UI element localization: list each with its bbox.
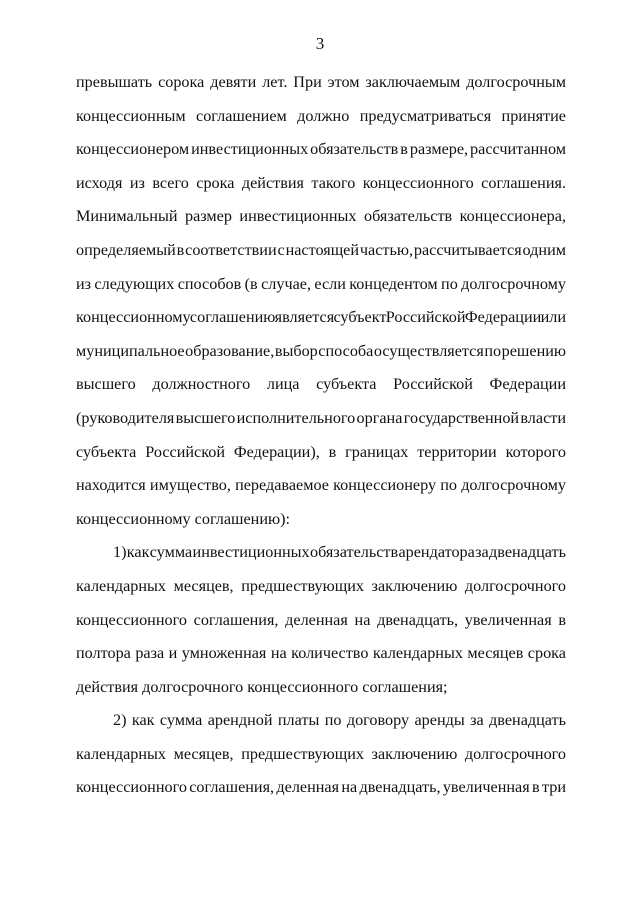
text-line: (руководителя высшего исполнительного органа государственной власти [76,408,566,427]
text-line: полтора раза и умноженная на количество календарных месяцев срока [76,644,566,663]
list-item-1-line: 1) как сумма инвестиционных обязательств арендатора за двенадцать [113,543,566,562]
text-line: концессионным соглашением должно предусматриваться принятие [76,106,566,125]
text-line: концессионному соглашению является субъект Российской Федерации или [76,308,566,327]
text-line: из следующих способов (в случае, если концедентом по долгосрочному [76,274,566,293]
text-line: действия долгосрочного концессионного соглашения; [76,677,448,696]
text-line: высшего должностного лица субъекта Российской Федерации [76,375,566,394]
text-line: Минимальный размер инвестиционных обязательств концессионера, [76,207,566,226]
text-line: календарных месяцев, предшествующих заключению долгосрочного [76,744,566,763]
text-line: концессионного соглашения, деленная на двенадцать, увеличенная в три [76,778,566,797]
list-item-2-line: 2) как сумма арендной платы по договору аренды за двенадцать [113,711,566,730]
text-line: определяемый в соответствии с настоящей частью, рассчитывается одним [76,240,566,259]
text-line: муниципальное образование, выбор способа осуществляется по решению [76,341,566,360]
text-line: превышать сорока девяти лет. При этом заключаемым долгосрочным [76,73,566,91]
text-line: субъекта Российской Федерации), в границах территории которого [76,442,566,461]
text-line: концессионером инвестиционных обязательств в размере, рассчитанном [76,140,566,159]
page-number: 3 [315,34,325,53]
text-line: находится имущество, передаваемое концессионеру по долгосрочному [76,476,566,495]
text-line: концессионного соглашения, деленная на двенадцать, увеличенная в [76,610,566,629]
text-line: исходя из всего срока действия такого концессионного соглашения. [76,173,566,192]
text-line: календарных месяцев, предшествующих заключению долгосрочного [76,576,566,595]
document-body [76,66,566,805]
text-line: концессионному соглашению): [76,509,290,528]
